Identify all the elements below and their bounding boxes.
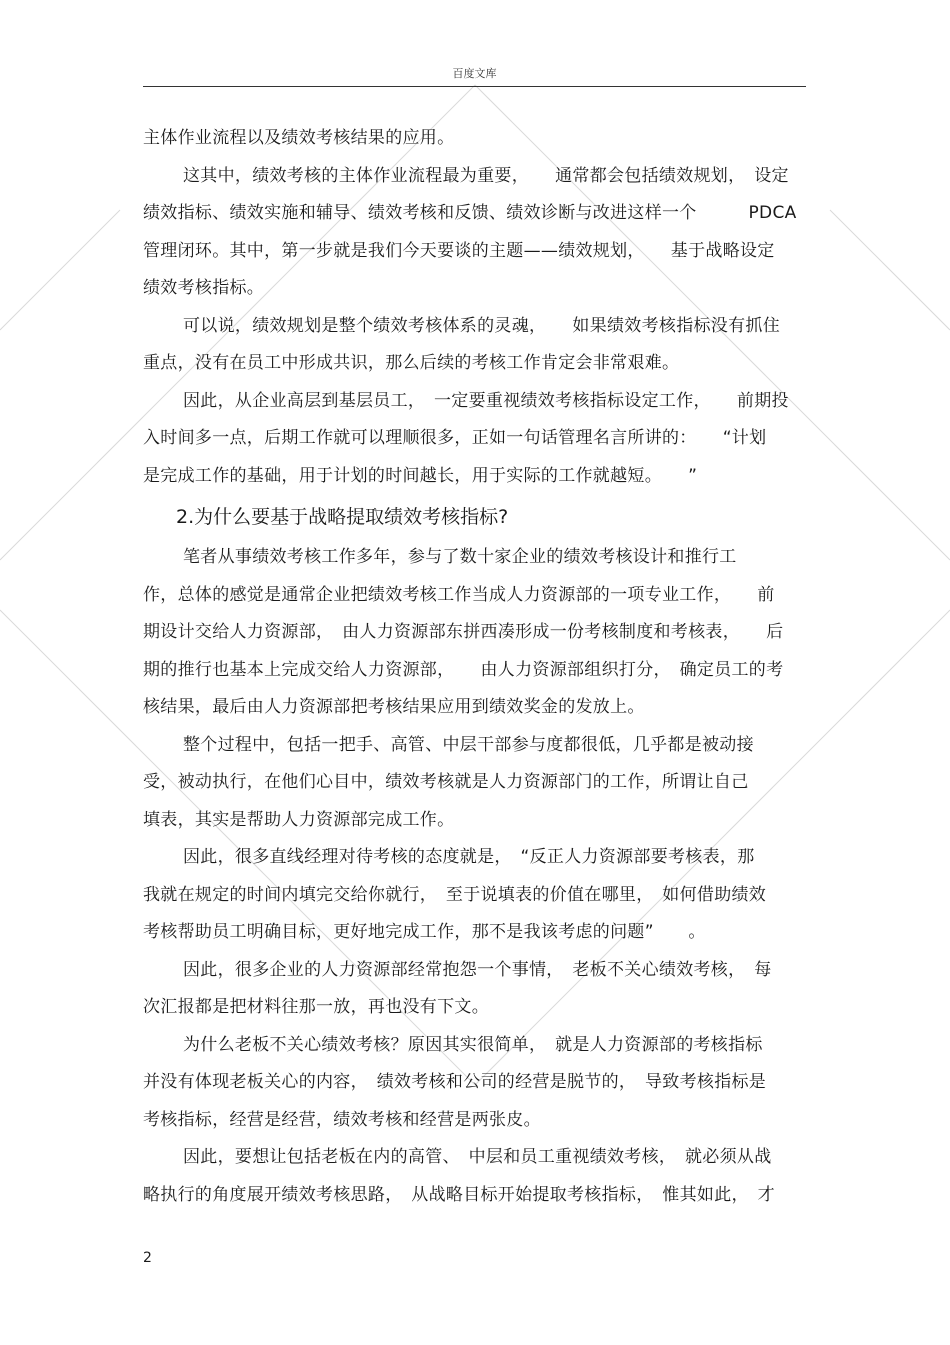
- page-header: 百度文库: [143, 68, 806, 87]
- text-line: 因此，很多企业的人力资源部经常抱怨一个事情， 老板不关心绩效考核， 每: [183, 959, 772, 980]
- text-line: 管理闭环。其中，第一步就是我们今天要谈的主题——绩效规划， 基于战略设定: [143, 240, 775, 261]
- text-line: 期设计交给人力资源部， 由人力资源部东拼西凑形成一份考核制度和考核表， 后: [143, 622, 784, 642]
- section-heading: 2.为什么要基于战略提取绩效考核指标?: [176, 506, 509, 528]
- paragraph-group-2: [143, 539, 808, 1214]
- text-line: 我就在规定的时间内填完交给你就行， 至于说填表的价值在哪里， 如何借助绩效: [143, 884, 767, 905]
- page-number: 2: [143, 1250, 152, 1266]
- text-line: 入时间多一点，后期工作就可以理顺很多，正如一句话管理名言所讲的： “计划: [143, 428, 767, 448]
- text-line: 笔者从事绩效考核工作多年，参与了数十家企业的绩效考核设计和推行工: [183, 547, 737, 567]
- text-line: 因此，要想让包括老板在内的高管、 中层和员工重视绩效考核， 就必须从战: [183, 1147, 772, 1167]
- text-line: 绩效指标、绩效实施和辅导、绩效考核和反馈、绩效诊断与改进这样一个 PDCA: [143, 203, 797, 223]
- text-line: 作，总体的感觉是通常企业把绩效考核工作当成人力资源部的一项专业工作， 前: [143, 584, 775, 605]
- text-line: 这其中，绩效考核的主体作业流程最为重要， 通常都会包括绩效规划， 设定: [183, 165, 789, 186]
- text-line: 受，被动执行，在他们心目中，绩效考核就是人力资源部门的工作，所谓让自己: [143, 772, 749, 792]
- text-line: 绩效考核指标。: [143, 278, 265, 298]
- text-line: 因此，从企业高层到基层员工， 一定要重视绩效考核指标设定工作， 前期投: [183, 390, 789, 411]
- text-line: 整个过程中，包括一把手、高管、中层干部参与度都很低，几乎都是被动接: [183, 734, 754, 755]
- text-line: 重点，没有在员工中形成共识，那么后续的考核工作肯定会非常艰难。: [143, 353, 680, 373]
- text-line: 填表，其实是帮助人力资源部完成工作。: [143, 809, 455, 830]
- text-line: 可以说，绩效规划是整个绩效考核体系的灵魂， 如果绩效考核指标没有抓住: [183, 315, 780, 336]
- text-line: 是完成工作的基础，用于计划的时间越长，用于实际的工作就越短。 ”: [143, 465, 698, 486]
- text-line: 为什么老板不关心绩效考核？原因其实很简单， 就是人力资源部的考核指标: [183, 1034, 763, 1055]
- text-line: 次汇报都是把材料往那一放，再也没有下文。: [143, 997, 489, 1017]
- paragraph-group-1: [143, 120, 808, 495]
- text-line: 并没有体现老板关心的内容， 绩效考核和公司的经营是脱节的， 导致考核指标是: [143, 1072, 767, 1092]
- document-body: [143, 120, 808, 1214]
- text-line: 考核帮助员工明确目标，更好地完成工作，那不是我该考虑的问题” 。: [143, 922, 706, 942]
- text-line: 核结果，最后由人力资源部把考核结果应用到绩效奖金的发放上。: [143, 697, 645, 717]
- text-line: 略执行的角度展开绩效考核思路， 从战略目标开始提取考核指标， 惟其如此， 才: [143, 1184, 775, 1205]
- text-line: 主体作业流程以及绩效考核结果的应用。: [143, 128, 455, 148]
- text-line: 因此，很多直线经理对待考核的态度就是， “反正人力资源部要考核表，那: [183, 847, 755, 867]
- text-line: 期的推行也基本上完成交给人力资源部， 由人力资源部组织打分， 确定员工的考: [143, 659, 784, 680]
- text-line: 考核指标，经营是经营，绩效考核和经营是两张皮。: [143, 1109, 541, 1130]
